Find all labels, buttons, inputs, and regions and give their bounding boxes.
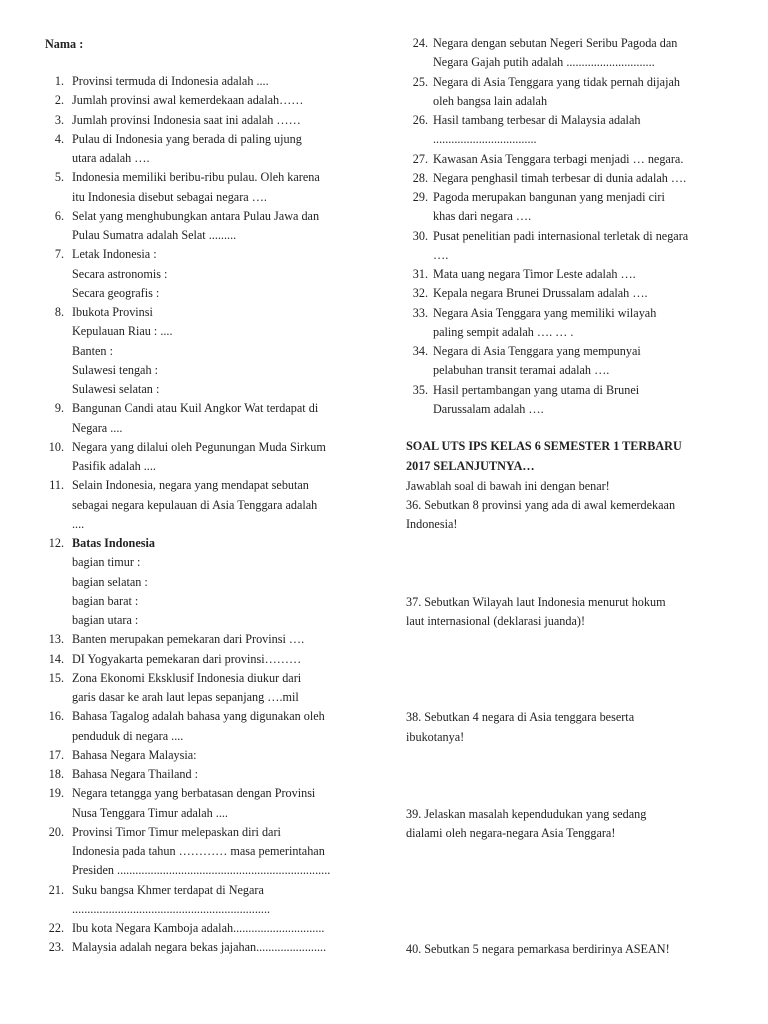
question-number: 16.	[48, 709, 64, 724]
question-continuation: ....	[72, 516, 85, 531]
question-number: 6.	[54, 208, 64, 223]
question-continuation: paling sempit adalah …. … .	[433, 324, 574, 339]
question-text: Ibukota Provinsi	[72, 305, 153, 319]
question-continuation: oleh bangsa lain adalah	[433, 93, 548, 108]
question-number: 27.	[412, 151, 428, 166]
question-continuation: bagian selatan :	[72, 574, 148, 589]
question-text: Hasil pertambangan yang utama di Brunei	[433, 382, 640, 397]
question-continuation: Negara Gajah putih adalah .............................	[433, 55, 655, 70]
question-continuation: Secara geografis :	[72, 285, 160, 300]
question-continuation: Negara ....	[72, 420, 123, 435]
question-number: 23.	[48, 940, 64, 955]
question-continuation: Pasifik adalah ....	[72, 459, 156, 473]
question-continuation: Pulau Sumatra adalah Selat .........	[72, 228, 237, 242]
question-continuation: bagian utara :	[72, 613, 139, 627]
question-text: Negara Asia Tenggara yang memiliki wilayah	[433, 305, 657, 320]
question-text: Kawasan Asia Tenggara terbagi menjadi … negara.	[433, 151, 684, 166]
question-number: 7.	[54, 247, 64, 262]
question-number: 32.	[412, 286, 428, 301]
question-number: 20.	[48, 824, 64, 839]
question-text: Bahasa Negara Thailand :	[72, 767, 198, 781]
question-number: 2.	[54, 93, 64, 108]
question-text: Kepala negara Brunei Drussalam adalah ….	[433, 286, 648, 301]
question-continuation: Secara astronomis :	[72, 266, 168, 281]
name-label: Nama :	[45, 37, 84, 51]
question-text: Pagoda merupakan bangunan yang menjadi ciri	[433, 190, 665, 204]
question-text: Banten merupakan pemekaran dari Provinsi ….	[72, 632, 305, 647]
question-text: Pulau di Indonesia yang berada di paling ujung	[72, 131, 302, 146]
question-text: Selain Indonesia, negara yang mendapat sebutan	[72, 478, 309, 493]
question-number: 22.	[48, 921, 64, 935]
question-number: 33.	[412, 305, 428, 320]
question-number: 9.	[54, 401, 64, 416]
question-text: Bahasa Negara Malaysia:	[72, 747, 197, 762]
question-text: Bahasa Tagalog adalah bahasa yang digunakan oleh	[72, 709, 325, 724]
question-text: Selat yang menghubungkan antara Pulau Jawa dan	[72, 208, 320, 223]
essay-q38-line-2: ibukotanya!	[406, 730, 465, 744]
essay-q38-line-1: 38. Sebutkan 4 negara di Asia tenggara beserta	[406, 710, 635, 724]
question-continuation: Sulawesi tengah :	[72, 362, 158, 377]
question-text: Negara penghasil timah terbesar di dunia adalah ….	[433, 170, 687, 185]
essay-instruction: Jawablah soal di bawah ini dengan benar!	[406, 479, 610, 493]
question-number: 14.	[48, 651, 64, 666]
question-continuation: pelabuhan transit teramai adalah ….	[433, 363, 610, 378]
question-continuation: Banten :	[72, 343, 113, 358]
essay-q40: 40. Sebutkan 5 negara pemarkasa berdirinya ASEAN!	[406, 942, 670, 956]
question-continuation: utara adalah ….	[72, 151, 150, 165]
question-number: 26.	[412, 113, 428, 127]
question-text: Negara di Asia Tenggara yang mempunyai	[433, 344, 641, 358]
question-number: 21.	[48, 882, 64, 897]
question-text: Letak Indonesia :	[72, 247, 157, 262]
question-number: 29.	[412, 190, 428, 204]
question-continuation: sebagai negara kepulauan di Asia Tenggara adalah	[72, 497, 318, 512]
question-number: 19.	[48, 786, 64, 801]
question-number: 31.	[412, 267, 428, 281]
question-text: Jumlah provinsi Indonesia saat ini adalah ……	[72, 112, 301, 127]
question-text: Negara yang dilalui oleh Pegunungan Muda Sirkum	[72, 439, 326, 454]
question-text: Negara dengan sebutan Negeri Seribu Pagoda dan	[433, 36, 678, 50]
question-number: 8.	[54, 305, 64, 319]
essay-heading-line-2: 2017 SELANJUTNYA…	[406, 459, 535, 473]
question-text: Mata uang negara Timor Leste adalah ….	[433, 267, 636, 281]
essay-heading-line-1: SOAL UTS IPS KELAS 6 SEMESTER 1 TERBARU	[406, 439, 682, 453]
question-text: Malaysia adalah negara bekas jajahan.......................	[72, 940, 327, 955]
question-continuation: bagian timur :	[72, 555, 141, 570]
question-continuation: Nusa Tenggara Timur adalah ....	[72, 805, 228, 820]
essay-q37-line-2: laut internasional (deklarasi juanda)!	[406, 614, 586, 628]
question-text: Zona Ekonomi Eksklusif Indonesia diukur dari	[72, 670, 302, 685]
question-continuation: Darussalam adalah ….	[433, 401, 544, 416]
question-number: 34.	[412, 344, 428, 358]
question-number: 4.	[54, 131, 64, 146]
question-continuation: khas dari negara ….	[433, 209, 532, 224]
question-text: Negara di Asia Tenggara yang tidak pernah dijajah	[433, 74, 680, 89]
question-number: 17.	[48, 747, 64, 762]
question-continuation: garis dasar ke arah laut lepas sepanjang ….mil	[72, 690, 299, 704]
question-number: 35.	[412, 382, 428, 397]
question-text: Hasil tambang terbesar di Malaysia adalah	[433, 113, 641, 127]
question-number: 1.	[54, 74, 64, 88]
question-continuation: .................................................................	[72, 901, 271, 916]
question-number: 24.	[412, 36, 428, 50]
question-continuation: Kepulauan Riau : ....	[72, 324, 173, 339]
essay-q37-line-1: 37. Sebutkan Wilayah laut Indonesia menurut hokum	[406, 595, 666, 609]
question-text: Jumlah provinsi awal kemerdekaan adalah……	[72, 93, 304, 108]
question-continuation: bagian barat :	[72, 593, 139, 608]
question-number: 25.	[412, 74, 428, 89]
essay-q39-line-2: dialami oleh negara-negara Asia Tenggara!	[406, 826, 616, 840]
question-continuation: penduduk di negara ....	[72, 728, 184, 743]
question-number: 15.	[48, 670, 64, 685]
question-number: 30.	[412, 228, 428, 243]
question-text: DI Yogyakarta pemekaran dari provinsi………	[72, 651, 302, 666]
question-continuation: ….	[433, 247, 449, 262]
question-continuation: Indonesia pada tahun ………… masa pemerintahan	[72, 844, 325, 858]
question-text: Provinsi termuda di Indonesia adalah ....	[72, 74, 269, 88]
question-text: Pusat penelitian padi internasional terletak di negara	[433, 228, 689, 243]
question-number: 11.	[49, 478, 64, 493]
question-number: 28.	[412, 170, 428, 185]
question-number: 3.	[54, 112, 64, 127]
question-number: 10.	[48, 439, 64, 454]
question-text: Provinsi Timor Timur melepaskan diri dari	[72, 824, 281, 839]
question-text: Suku bangsa Khmer terdapat di Negara	[72, 882, 264, 897]
question-number: 18.	[48, 767, 64, 781]
question-text: Indonesia memiliki beribu-ribu pulau. Oleh karena	[72, 170, 320, 185]
question-text: Batas Indonesia	[72, 536, 155, 550]
question-number: 12.	[48, 536, 64, 550]
essay-q39-line-1: 39. Jelaskan masalah kependudukan yang sedang	[406, 807, 647, 821]
question-number: 13.	[48, 632, 64, 647]
question-number: 5.	[54, 170, 64, 185]
question-text: Negara tetangga yang berbatasan dengan Provinsi	[72, 786, 316, 801]
question-text: Ibu kota Negara Kamboja adalah..............................	[72, 921, 325, 935]
essay-q36-line-1: 36. Sebutkan 8 provinsi yang ada di awal kemerdekaan	[406, 498, 676, 512]
question-continuation: itu Indonesia disebut sebagai negara ….	[72, 189, 267, 204]
question-text: Bangunan Candi atau Kuil Angkor Wat terdapat di	[72, 401, 319, 416]
essay-q36-line-2: Indonesia!	[406, 517, 458, 531]
question-continuation: ..................................	[433, 132, 537, 147]
question-continuation: Presiden ......................................................................	[72, 863, 331, 878]
question-continuation: Sulawesi selatan :	[72, 382, 160, 396]
